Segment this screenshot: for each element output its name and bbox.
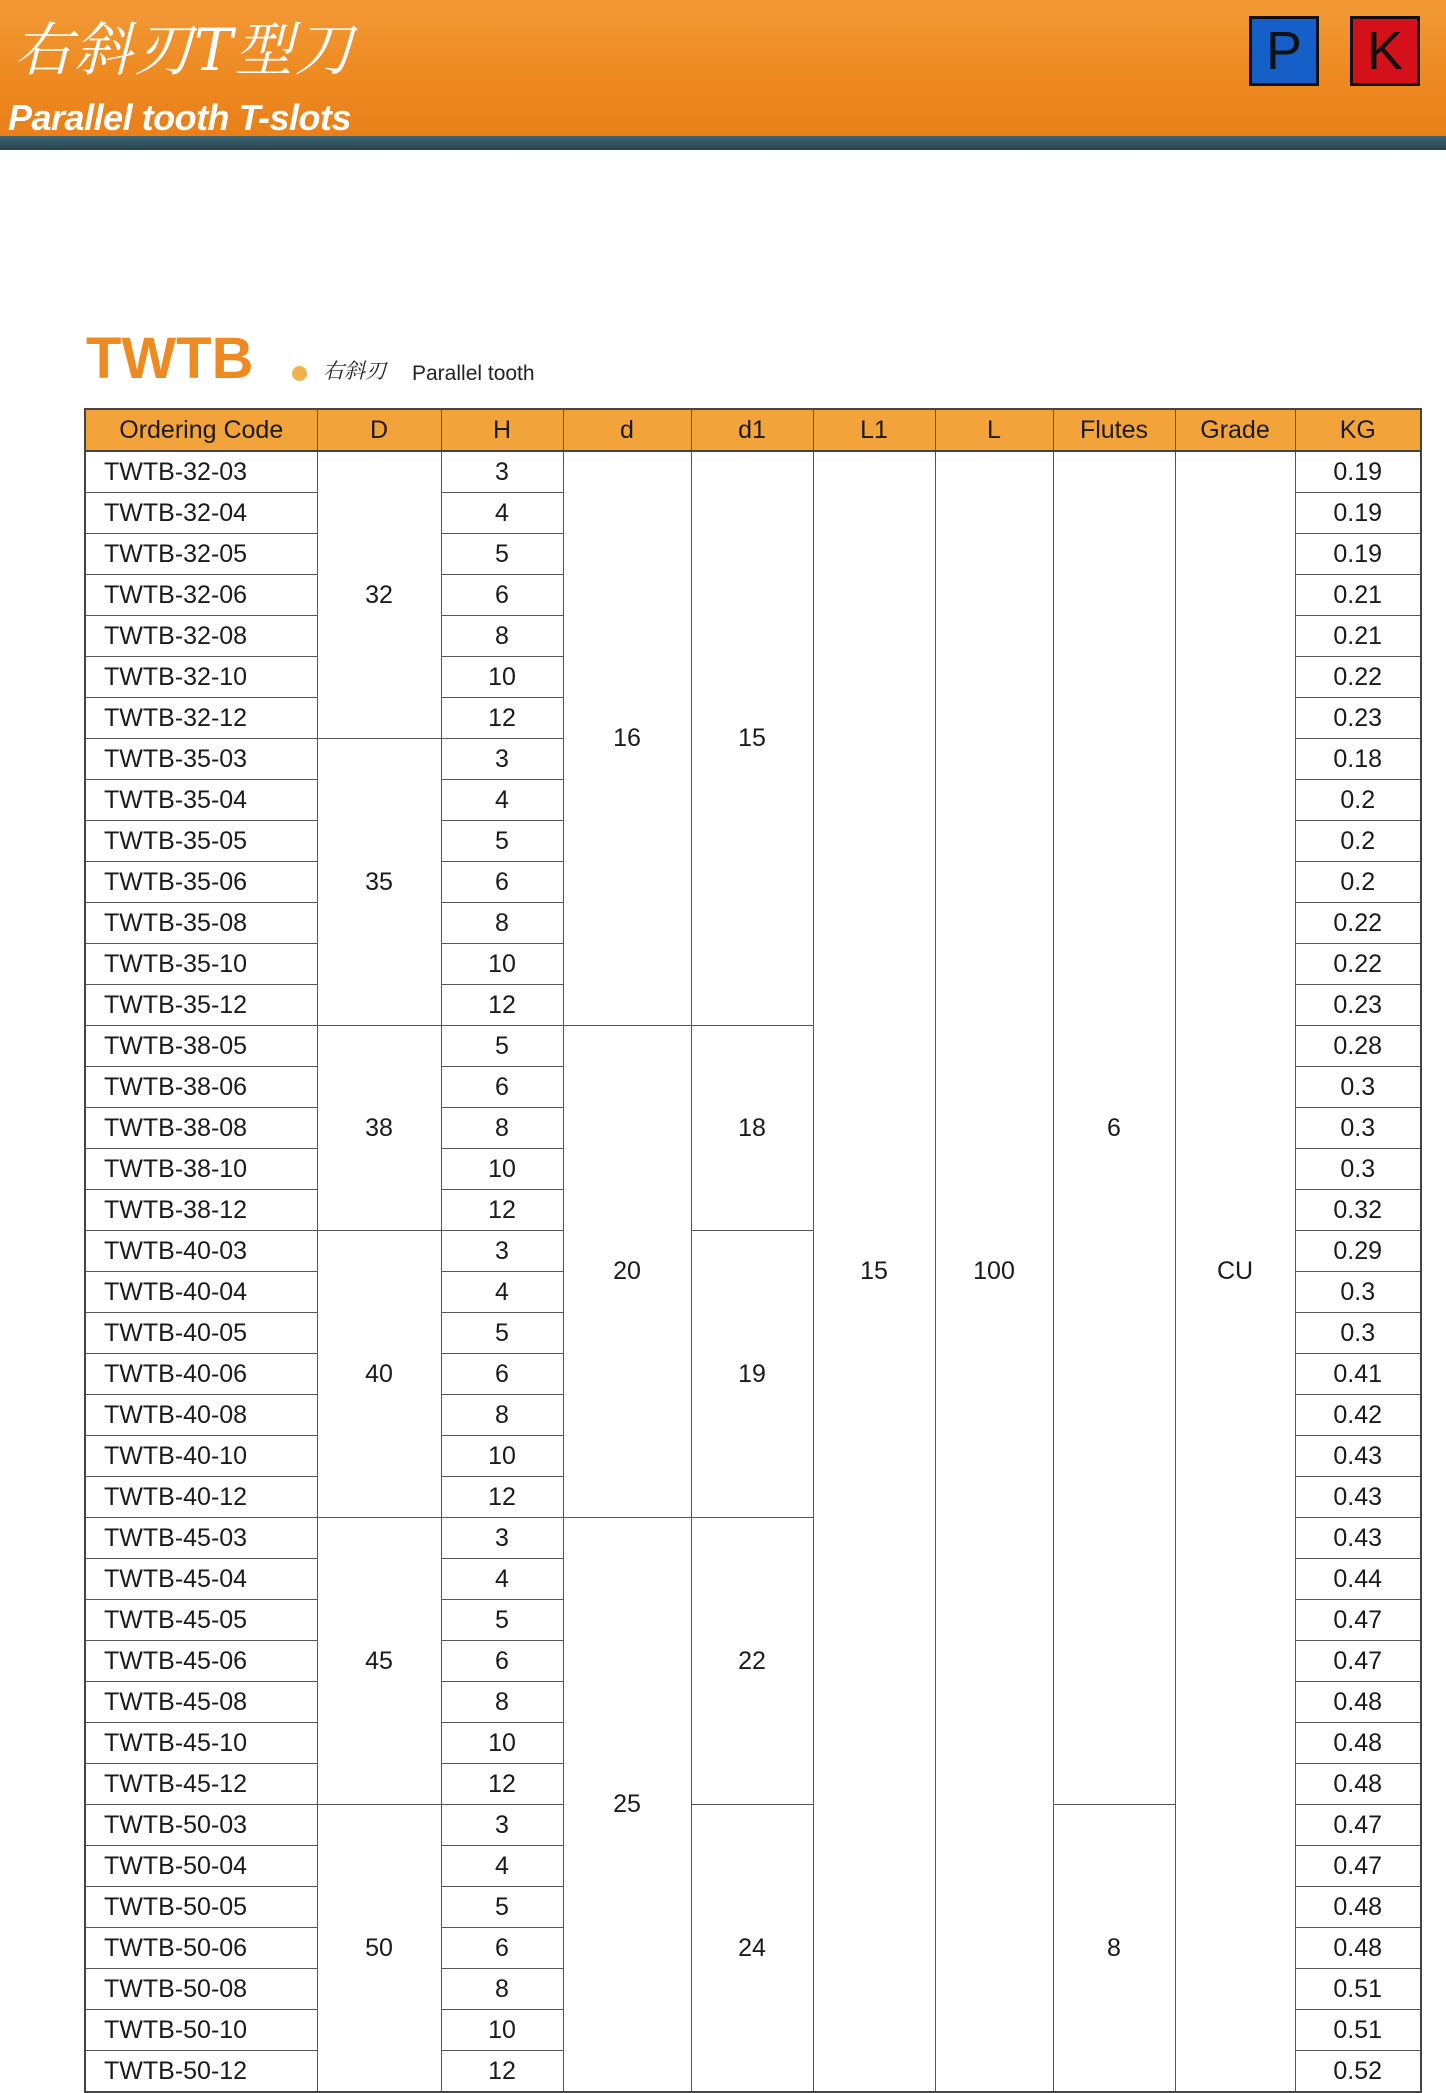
cell-kg: 0.51: [1295, 2010, 1421, 2051]
cell-ordering-code: TWTB-45-03: [85, 1518, 317, 1559]
column-header-d-shank: d: [563, 409, 691, 451]
cell-ordering-code: TWTB-35-05: [85, 821, 317, 862]
cell-kg: 0.21: [1295, 616, 1421, 657]
cell-h: 8: [441, 903, 563, 944]
cell-h: 5: [441, 821, 563, 862]
cell-kg: 0.43: [1295, 1518, 1421, 1559]
spec-table: [84, 408, 1422, 2093]
grade-badge-p: P: [1249, 16, 1319, 86]
cell-ordering-code: TWTB-40-08: [85, 1395, 317, 1436]
cell-kg: 0.47: [1295, 1805, 1421, 1846]
cell-d-shank: 16: [563, 451, 691, 1026]
series-subtitle-chinese: 右斜刃: [323, 359, 386, 383]
cell-ordering-code: TWTB-40-06: [85, 1354, 317, 1395]
cell-ordering-code: TWTB-45-06: [85, 1641, 317, 1682]
cell-ordering-code: TWTB-35-04: [85, 780, 317, 821]
column-header-l1: L1: [813, 409, 935, 451]
cell-l: 100: [935, 451, 1053, 2092]
cell-kg: 0.48: [1295, 1928, 1421, 1969]
cell-h: 3: [441, 1231, 563, 1272]
cell-kg: 0.52: [1295, 2051, 1421, 2093]
cell-d-outer: 50: [317, 1805, 441, 2093]
cell-h: 6: [441, 575, 563, 616]
bullet-dot-icon: [292, 366, 307, 381]
cell-d-shank: 25: [563, 1518, 691, 2093]
cell-d1: 22: [691, 1518, 813, 1805]
column-header-d1: d1: [691, 409, 813, 451]
cell-h: 10: [441, 1149, 563, 1190]
column-header-d-outer: D: [317, 409, 441, 451]
cell-ordering-code: TWTB-35-12: [85, 985, 317, 1026]
cell-kg: 0.47: [1295, 1846, 1421, 1887]
cell-ordering-code: TWTB-38-05: [85, 1026, 317, 1067]
table-row: [85, 451, 1421, 493]
page-title-chinese: 右斜刃T型刀: [14, 16, 355, 84]
grade-badge-k: K: [1350, 16, 1420, 86]
cell-ordering-code: TWTB-40-12: [85, 1477, 317, 1518]
column-header-flutes: Flutes: [1053, 409, 1175, 451]
cell-ordering-code: TWTB-45-12: [85, 1764, 317, 1805]
cell-kg: 0.19: [1295, 451, 1421, 493]
cell-ordering-code: TWTB-50-03: [85, 1805, 317, 1846]
cell-ordering-code: TWTB-32-10: [85, 657, 317, 698]
cell-kg: 0.48: [1295, 1723, 1421, 1764]
cell-d-outer: 45: [317, 1518, 441, 1805]
cell-h: 10: [441, 1723, 563, 1764]
cell-kg: 0.3: [1295, 1067, 1421, 1108]
cell-ordering-code: TWTB-38-08: [85, 1108, 317, 1149]
series-subtitle-english: Parallel tooth: [412, 362, 535, 385]
cell-h: 12: [441, 698, 563, 739]
cell-h: 4: [441, 1846, 563, 1887]
cell-h: 8: [441, 616, 563, 657]
cell-kg: 0.22: [1295, 657, 1421, 698]
table-header-row: [85, 409, 1421, 451]
cell-h: 3: [441, 739, 563, 780]
cell-kg: 0.51: [1295, 1969, 1421, 2010]
cell-ordering-code: TWTB-38-06: [85, 1067, 317, 1108]
cell-ordering-code: TWTB-40-04: [85, 1272, 317, 1313]
cell-kg: 0.2: [1295, 862, 1421, 903]
cell-d-outer: 40: [317, 1231, 441, 1518]
cell-h: 4: [441, 493, 563, 534]
cell-kg: 0.41: [1295, 1354, 1421, 1395]
cell-ordering-code: TWTB-35-06: [85, 862, 317, 903]
cell-kg: 0.23: [1295, 698, 1421, 739]
column-header-h: H: [441, 409, 563, 451]
cell-kg: 0.28: [1295, 1026, 1421, 1067]
cell-h: 5: [441, 1313, 563, 1354]
cell-ordering-code: TWTB-40-10: [85, 1436, 317, 1477]
cell-grade: CU: [1175, 451, 1295, 2092]
cell-h: 8: [441, 1682, 563, 1723]
column-header-ordering-code: Ordering Code: [85, 409, 317, 451]
cell-kg: 0.32: [1295, 1190, 1421, 1231]
cell-d-outer: 32: [317, 451, 441, 739]
cell-h: 10: [441, 657, 563, 698]
cell-h: 8: [441, 1969, 563, 2010]
cell-kg: 0.22: [1295, 903, 1421, 944]
series-code: TWTB: [86, 326, 254, 391]
table-body: [85, 451, 1421, 2092]
cell-kg: 0.47: [1295, 1641, 1421, 1682]
cell-h: 12: [441, 985, 563, 1026]
cell-kg: 0.3: [1295, 1149, 1421, 1190]
cell-h: 6: [441, 1928, 563, 1969]
cell-h: 12: [441, 1190, 563, 1231]
cell-kg: 0.44: [1295, 1559, 1421, 1600]
cell-ordering-code: TWTB-50-05: [85, 1887, 317, 1928]
column-header-kg: KG: [1295, 409, 1421, 451]
cell-ordering-code: TWTB-45-08: [85, 1682, 317, 1723]
cell-ordering-code: TWTB-50-08: [85, 1969, 317, 2010]
page-title-english: Parallel tooth T-slots: [8, 97, 352, 138]
cell-kg: 0.47: [1295, 1600, 1421, 1641]
cell-d-outer: 35: [317, 739, 441, 1026]
cell-kg: 0.19: [1295, 493, 1421, 534]
cell-ordering-code: TWTB-45-05: [85, 1600, 317, 1641]
cell-h: 4: [441, 1559, 563, 1600]
cell-flutes: 8: [1053, 1805, 1175, 2093]
cell-kg: 0.18: [1295, 739, 1421, 780]
cell-d1: 15: [691, 451, 813, 1026]
cell-ordering-code: TWTB-32-06: [85, 575, 317, 616]
cell-h: 5: [441, 534, 563, 575]
cell-ordering-code: TWTB-38-12: [85, 1190, 317, 1231]
cell-d-shank: 20: [563, 1026, 691, 1518]
cell-h: 3: [441, 1518, 563, 1559]
cell-ordering-code: TWTB-32-05: [85, 534, 317, 575]
cell-h: 8: [441, 1108, 563, 1149]
cell-h: 6: [441, 1354, 563, 1395]
cell-h: 4: [441, 780, 563, 821]
cell-h: 6: [441, 1641, 563, 1682]
cell-ordering-code: TWTB-35-08: [85, 903, 317, 944]
cell-ordering-code: TWTB-35-03: [85, 739, 317, 780]
cell-kg: 0.48: [1295, 1764, 1421, 1805]
cell-h: 10: [441, 944, 563, 985]
cell-h: 4: [441, 1272, 563, 1313]
cell-d1: 18: [691, 1026, 813, 1231]
cell-ordering-code: TWTB-50-04: [85, 1846, 317, 1887]
cell-kg: 0.2: [1295, 780, 1421, 821]
column-header-l: L: [935, 409, 1053, 451]
cell-kg: 0.42: [1295, 1395, 1421, 1436]
cell-h: 3: [441, 451, 563, 493]
cell-h: 5: [441, 1887, 563, 1928]
cell-kg: 0.3: [1295, 1272, 1421, 1313]
cell-h: 12: [441, 1764, 563, 1805]
cell-h: 10: [441, 2010, 563, 2051]
cell-ordering-code: TWTB-32-03: [85, 451, 317, 493]
cell-ordering-code: TWTB-50-12: [85, 2051, 317, 2093]
cell-kg: 0.23: [1295, 985, 1421, 1026]
cell-h: 12: [441, 2051, 563, 2093]
cell-ordering-code: TWTB-38-10: [85, 1149, 317, 1190]
cell-kg: 0.43: [1295, 1477, 1421, 1518]
cell-d1: 24: [691, 1805, 813, 2093]
cell-h: 5: [441, 1600, 563, 1641]
cell-ordering-code: TWTB-40-05: [85, 1313, 317, 1354]
cell-kg: 0.3: [1295, 1313, 1421, 1354]
cell-ordering-code: TWTB-45-04: [85, 1559, 317, 1600]
cell-kg: 0.21: [1295, 575, 1421, 616]
cell-l1: 15: [813, 451, 935, 2092]
cell-kg: 0.19: [1295, 534, 1421, 575]
cell-h: 8: [441, 1395, 563, 1436]
cell-flutes: 6: [1053, 451, 1175, 1805]
cell-d1: 19: [691, 1231, 813, 1518]
cell-kg: 0.43: [1295, 1436, 1421, 1477]
cell-h: 10: [441, 1436, 563, 1477]
cell-kg: 0.22: [1295, 944, 1421, 985]
cell-h: 12: [441, 1477, 563, 1518]
cell-kg: 0.48: [1295, 1887, 1421, 1928]
cell-h: 6: [441, 862, 563, 903]
cell-h: 3: [441, 1805, 563, 1846]
cell-kg: 0.2: [1295, 821, 1421, 862]
cell-ordering-code: TWTB-32-12: [85, 698, 317, 739]
cell-ordering-code: TWTB-40-03: [85, 1231, 317, 1272]
cell-ordering-code: TWTB-50-10: [85, 2010, 317, 2051]
column-header-grade: Grade: [1175, 409, 1295, 451]
cell-h: 6: [441, 1067, 563, 1108]
cell-d-outer: 38: [317, 1026, 441, 1231]
cell-ordering-code: TWTB-35-10: [85, 944, 317, 985]
cell-ordering-code: TWTB-32-04: [85, 493, 317, 534]
cell-ordering-code: TWTB-32-08: [85, 616, 317, 657]
cell-h: 5: [441, 1026, 563, 1067]
cell-kg: 0.3: [1295, 1108, 1421, 1149]
cell-ordering-code: TWTB-50-06: [85, 1928, 317, 1969]
cell-kg: 0.29: [1295, 1231, 1421, 1272]
cell-ordering-code: TWTB-45-10: [85, 1723, 317, 1764]
cell-kg: 0.48: [1295, 1682, 1421, 1723]
